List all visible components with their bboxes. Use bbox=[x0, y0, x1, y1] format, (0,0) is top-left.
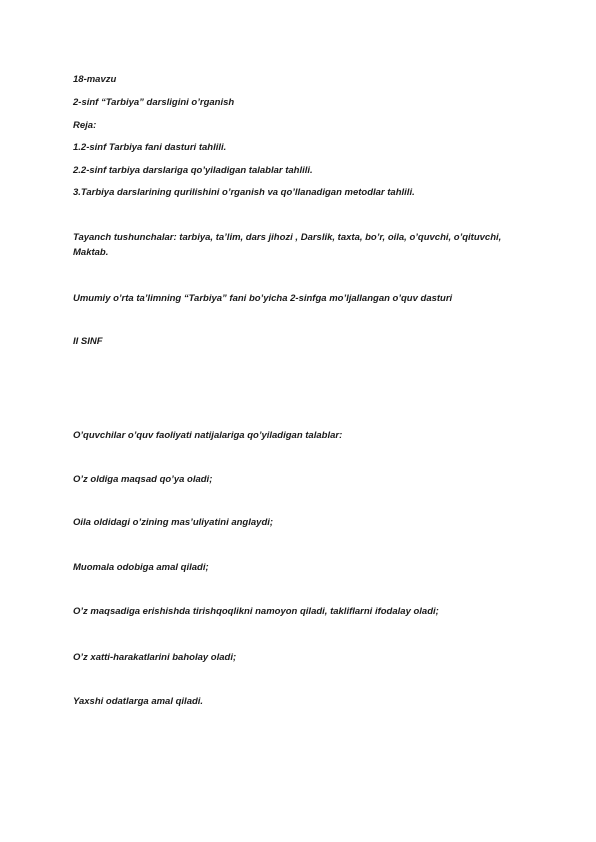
plan-item: 2.2-sinf tarbiya darslariga qo’yiladigan talablar tahlili. bbox=[73, 165, 313, 176]
plan-item: 3.Tarbiya darslarining qurilishini o’rganish va qo’llanadigan metodlar tahlili. bbox=[73, 187, 415, 198]
grade-heading: II SINF bbox=[73, 336, 103, 347]
requirement-item: O’z oldiga maqsad qo’ya oladi; bbox=[73, 474, 213, 485]
requirement-item: Oila oldidagi o’zining mas’uliyatini anglaydi; bbox=[73, 517, 274, 528]
requirement-item: Yaxshi odatlarga amal qiladi. bbox=[73, 696, 204, 707]
document-title: 2-sinf “Tarbiya” darsligini o’rganish bbox=[73, 97, 235, 108]
requirement-item: O’z maqsadiga erishishda tirishqoqlikni namoyon qiladi, takliflarni ifodalay oladi; bbox=[73, 606, 439, 617]
plan-item: 1.2-sinf Tarbiya fani dasturi tahlili. bbox=[73, 142, 227, 153]
requirements-heading: O’quvchilar o’quv faoliyati natijalariga qo’yiladigan talablar: bbox=[73, 430, 343, 441]
plan-heading: Reja: bbox=[73, 120, 97, 131]
requirement-item: Muomala odobiga amal qiladi; bbox=[73, 562, 209, 573]
topic-number: 18-mavzu bbox=[73, 74, 117, 85]
curriculum-title: Umumiy o’rta ta’limning “Tarbiya” fani bo’yicha 2-sinfga mo’ljallangan o’quv dasturi bbox=[73, 293, 453, 304]
key-concepts: Tayanch tushunchalar: tarbiya, ta’lim, dars jihozi , Darslik, taxta, bo’r, oila, o’quvchi, o’qituvchi, Maktab. bbox=[73, 232, 502, 258]
requirement-item: O’z xatti-harakatlarini baholay oladi; bbox=[73, 652, 237, 663]
